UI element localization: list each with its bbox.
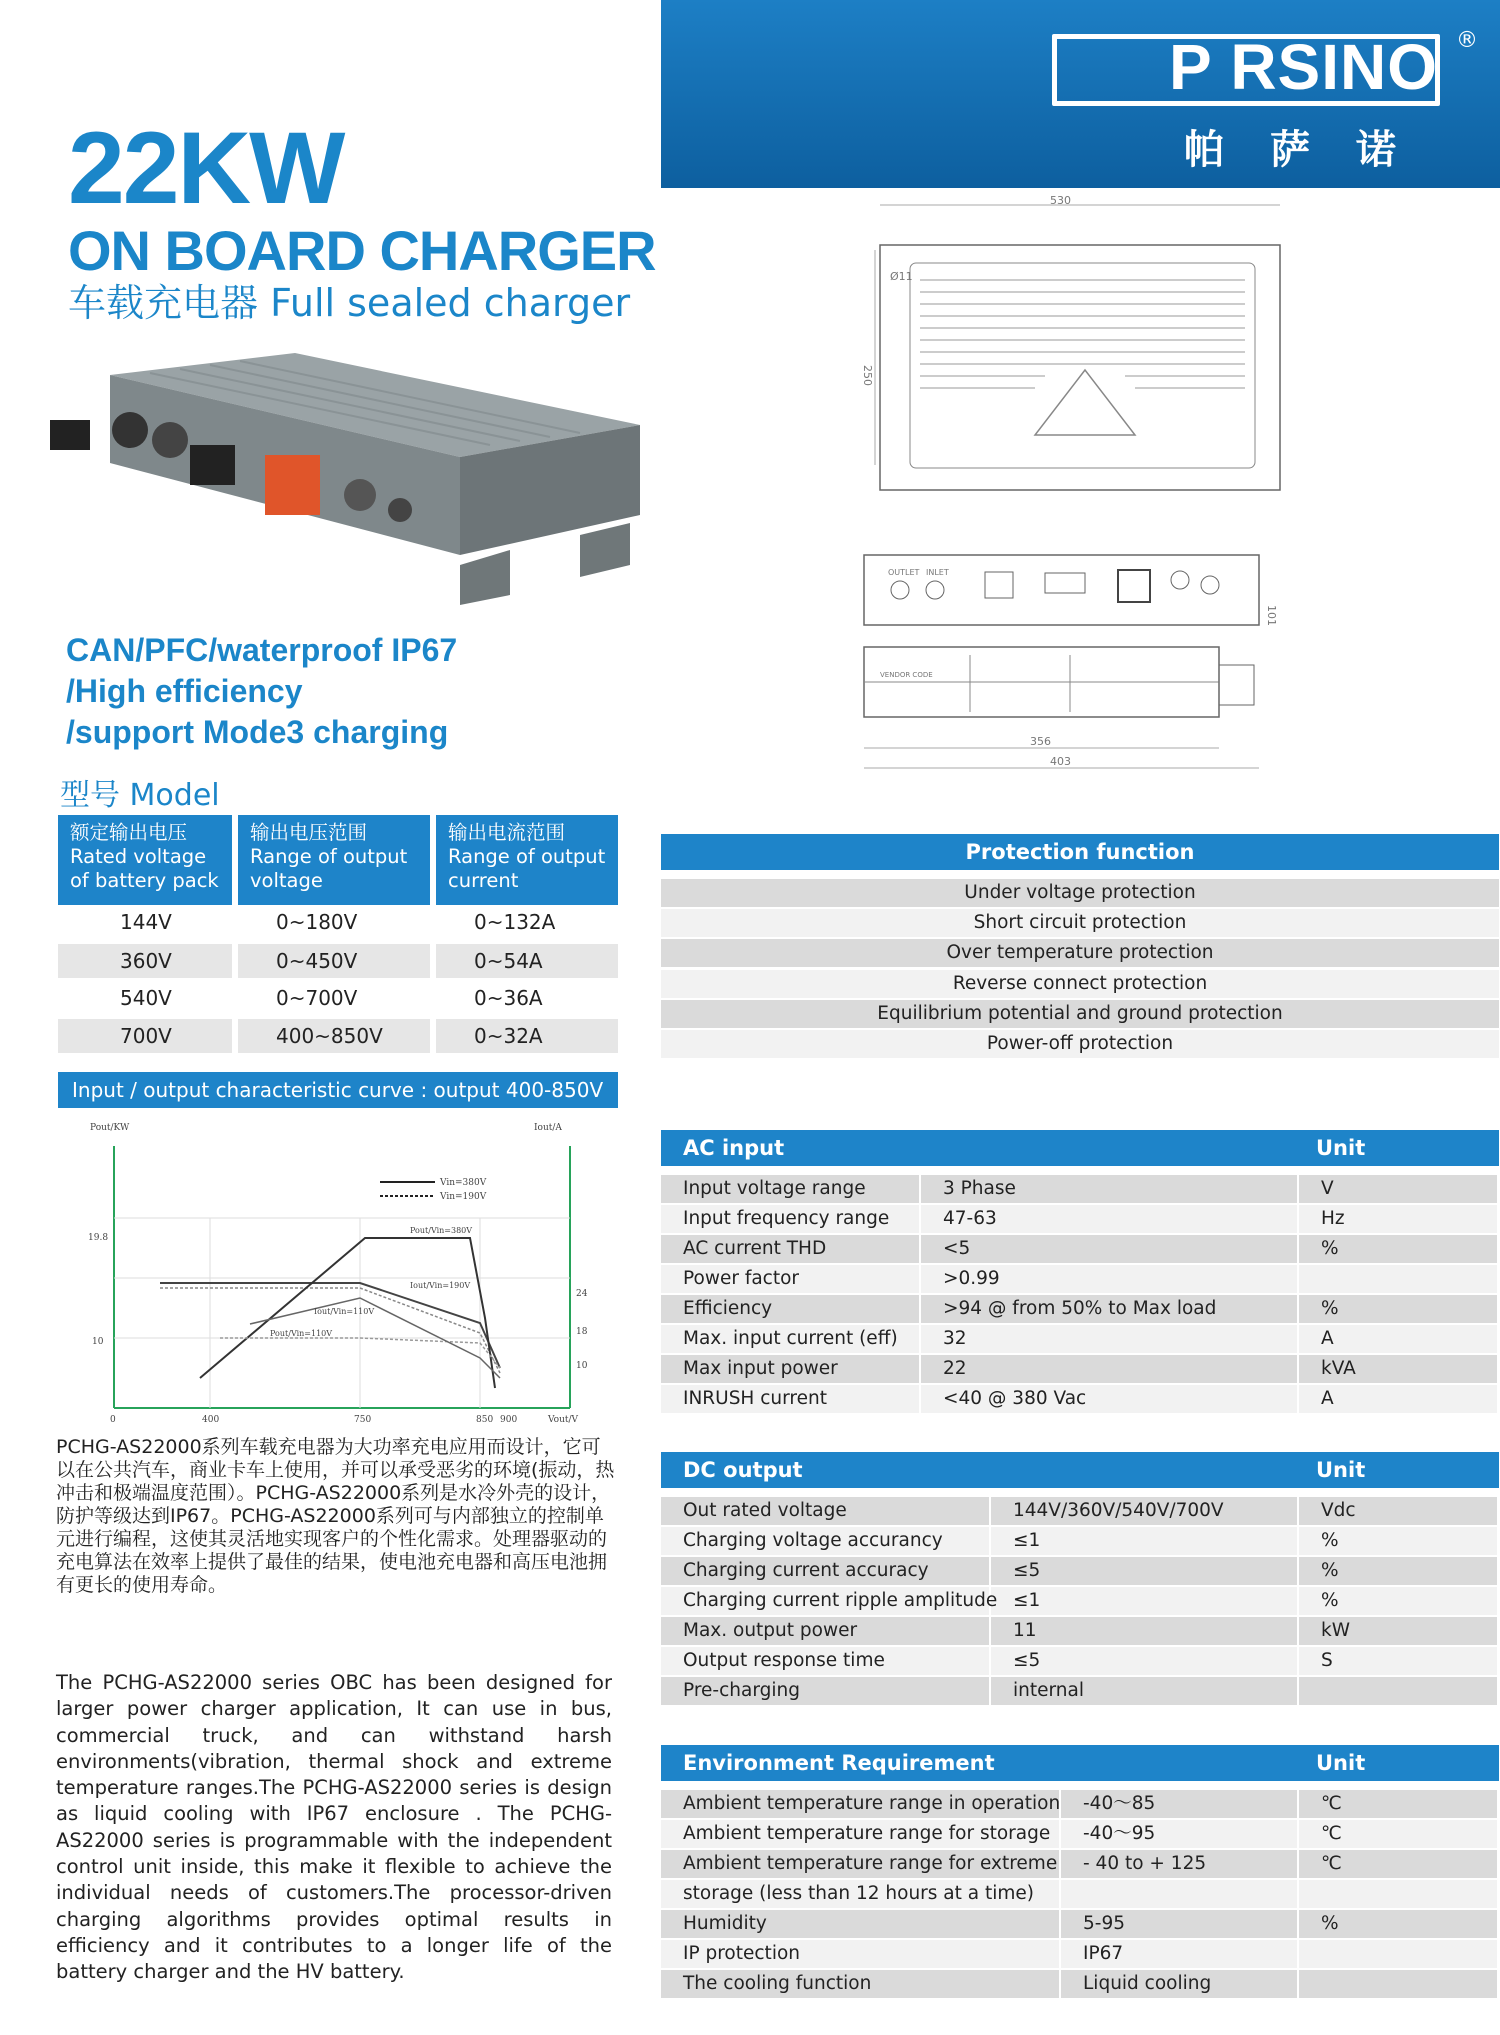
table-cell: internal: [991, 1677, 1299, 1705]
table-cell: Max. input current (eff): [661, 1325, 921, 1353]
table-row: [661, 1497, 1499, 1525]
x-tick: 0: [110, 1415, 116, 1425]
title-product: ON BOARD CHARGER: [68, 219, 656, 282]
table-row: [661, 1205, 1499, 1233]
table-cell: ℃: [1299, 1850, 1499, 1878]
table-cell: 700V: [58, 1019, 232, 1053]
dc-output-header: DC output Unit: [661, 1452, 1499, 1488]
legend-label: Vin=190V: [440, 1192, 487, 1202]
table-cell: [1299, 1265, 1499, 1293]
table-cell: kW: [1299, 1617, 1499, 1645]
table-cell: ≤5: [991, 1647, 1299, 1675]
annotation: Pout/Vin=110V: [270, 1329, 333, 1338]
table-cell: 540V: [58, 981, 232, 1015]
dim-label: VENDOR CODE: [880, 671, 933, 679]
y-tick: 10: [92, 1337, 104, 1347]
table-cell: AC current THD: [661, 1235, 921, 1263]
table-cell: Liquid cooling: [1061, 1970, 1299, 1998]
table-cell: Input voltage range: [661, 1175, 921, 1203]
table-cell: Max. output power: [661, 1617, 991, 1645]
protection-item: Under voltage protection: [661, 879, 1499, 907]
table-row: [661, 1385, 1499, 1413]
table-row: [661, 1617, 1499, 1645]
annotation: Iout/Vin=110V: [314, 1307, 375, 1316]
table-cell: Charging current ripple amplitude: [661, 1587, 991, 1615]
table-row: [661, 1175, 1499, 1203]
table-cell: 360V: [58, 944, 232, 978]
table-cell: 0~700V: [238, 981, 430, 1015]
x-label: Vout/V: [548, 1415, 579, 1425]
table-cell: 3 Phase: [921, 1175, 1299, 1203]
table-row: [661, 1325, 1499, 1353]
table-row: [661, 1677, 1499, 1705]
protection-header: Protection function: [661, 834, 1499, 870]
table-cell: %: [1299, 1557, 1499, 1585]
table-cell: Power factor: [661, 1265, 921, 1293]
registered-mark: ®: [1456, 28, 1478, 53]
model-label: 型号 Model: [60, 778, 220, 813]
x-tick: 750: [354, 1415, 372, 1425]
feature-item: /support Mode3 charging: [66, 714, 449, 750]
table-cell: Charging voltage accurancy: [661, 1527, 991, 1555]
table-row: [661, 1235, 1499, 1263]
table-cell: Vdc: [1299, 1497, 1499, 1525]
table-cell: %: [1299, 1587, 1499, 1615]
dim-label: OUTLET: [888, 568, 920, 577]
table-cell: [1299, 1880, 1499, 1908]
table-cell: A: [1299, 1325, 1499, 1353]
dim-label: 250: [861, 365, 874, 386]
y-left-label: Pout/KW: [90, 1123, 130, 1133]
table-cell: 400~850V: [238, 1019, 430, 1053]
dim-label: 101: [1265, 605, 1278, 626]
dim-label: 356: [1030, 735, 1051, 748]
model-header-voltage: 输出电压范围 Range of output voltage: [238, 815, 430, 905]
table-row: [661, 1940, 1499, 1968]
series-iout-380: [160, 1283, 500, 1368]
protection-item: Over temperature protection: [661, 939, 1499, 967]
table-cell: 32: [921, 1325, 1299, 1353]
title-power: 22KW: [68, 111, 344, 225]
protection-item: Short circuit protection: [661, 909, 1499, 937]
table-cell: ℃: [1299, 1820, 1499, 1848]
table-row: [661, 1295, 1499, 1323]
table-cell: 0~180V: [238, 905, 430, 939]
description-cn: PCHG-AS22000系列车载充电器为大功率充电应用而设计，它可以在公共汽车，商业卡车上使用，并可以承受恶劣的环境(振动，热冲击和极端温度范围）。PCHG-AS22000系列是水冷外壳的设计，防护等级达到IP67。PCHG-AS22000系列可与内部独立的控制单元进行编程，这使其灵活地实现客户的个性化需求。处理器驱动的充电算法在效率上提供了最佳的结果，使电池充电器和高压电池拥有更长的使用寿命。: [56, 1436, 615, 1596]
table-cell: storage (less than 12 hours at a time): [661, 1880, 1061, 1908]
table-cell: Ambient temperature range for storage: [661, 1820, 1061, 1848]
table-cell: Out rated voltage: [661, 1497, 991, 1525]
table-cell: Humidity: [661, 1910, 1061, 1938]
table-row: [661, 1970, 1499, 1998]
table-cell: Output response time: [661, 1647, 991, 1675]
table-cell: %: [1299, 1295, 1499, 1323]
table-cell: V: [1299, 1175, 1499, 1203]
product-image: [40, 345, 660, 605]
table-cell: <40 @ 380 Vac: [921, 1385, 1299, 1413]
y-tick: 18: [576, 1327, 588, 1337]
table-cell: INRUSH current: [661, 1385, 921, 1413]
table-row: [661, 1355, 1499, 1383]
table-cell: Ambient temperature range for extreme: [661, 1850, 1061, 1878]
table-cell: 144V: [58, 905, 232, 939]
technical-drawing: [861, 194, 1310, 780]
table-row: [661, 1265, 1499, 1293]
dim-label: 530: [1050, 194, 1071, 207]
table-cell: -40～85: [1061, 1790, 1299, 1818]
protection-item: Reverse connect protection: [661, 970, 1499, 998]
table-cell: kVA: [1299, 1355, 1499, 1383]
table-cell: Efficiency: [661, 1295, 921, 1323]
table-cell: %: [1299, 1910, 1499, 1938]
table-cell: <5: [921, 1235, 1299, 1263]
annotation: Iout/Vin=190V: [410, 1281, 471, 1290]
table-cell: %: [1299, 1527, 1499, 1555]
annotation: Pout/Vin=380V: [410, 1226, 473, 1235]
model-header-rated: 额定输出电压 Rated voltage of battery pack: [58, 815, 232, 905]
y-tick: 19.8: [88, 1233, 109, 1243]
table-cell: Hz: [1299, 1205, 1499, 1233]
dim-label: INLET: [926, 568, 949, 577]
table-row: [661, 1850, 1499, 1878]
protection-item: Equilibrium potential and ground protection: [661, 1000, 1499, 1028]
table-cell: [1299, 1940, 1499, 1968]
brand-logo-cn: 帕萨诺: [1184, 127, 1442, 173]
table-cell: 22: [921, 1355, 1299, 1383]
environment-header: Environment Requirement Unit: [661, 1745, 1499, 1781]
feature-list: [66, 630, 457, 753]
x-tick: 900: [500, 1415, 518, 1425]
protection-item: Power-off protection: [661, 1030, 1499, 1058]
characteristic-chart: [60, 1118, 600, 1428]
table-cell: A: [1299, 1385, 1499, 1413]
table-cell: 11: [991, 1617, 1299, 1645]
curve-header: Input / output characteristic curve : output 400-850V: [58, 1072, 618, 1108]
table-cell: 0~132A: [436, 905, 618, 939]
table-cell: IP67: [1061, 1940, 1299, 1968]
drawing-top-view: [880, 245, 1280, 490]
table-cell: Input frequency range: [661, 1205, 921, 1233]
table-cell: ≤1: [991, 1587, 1299, 1615]
table-cell: [1061, 1880, 1299, 1908]
y-tick: 24: [576, 1289, 588, 1299]
table-cell: 0~32A: [436, 1019, 618, 1053]
table-cell: ℃: [1299, 1790, 1499, 1818]
table-cell: -40～95: [1061, 1820, 1299, 1848]
table-cell: Pre-charging: [661, 1677, 991, 1705]
table-cell: ≤5: [991, 1557, 1299, 1585]
table-row: [661, 1820, 1499, 1848]
dim-label: 403: [1050, 755, 1071, 768]
table-cell: 0~450V: [238, 944, 430, 978]
table-row: [661, 1790, 1499, 1818]
table-cell: S: [1299, 1647, 1499, 1675]
table-cell: >94 @ from 50% to Max load: [921, 1295, 1299, 1323]
table-row: [661, 1910, 1499, 1938]
table-row: [661, 1527, 1499, 1555]
table-cell: ≤1: [991, 1527, 1299, 1555]
table-row: [661, 1647, 1499, 1675]
table-row: [661, 1880, 1499, 1908]
table-cell: The cooling function: [661, 1970, 1061, 1998]
table-cell: 0~36A: [436, 981, 618, 1015]
table-cell: >0.99: [921, 1265, 1299, 1293]
model-header-current: 输出电流范围 Range of output current: [436, 815, 618, 905]
feature-item: CAN/PFC/waterproof IP67: [66, 632, 458, 668]
legend-label: Vin=380V: [440, 1178, 487, 1188]
table-cell: 0~54A: [436, 944, 618, 978]
table-cell: [1299, 1970, 1499, 1998]
x-tick: 850: [476, 1415, 494, 1425]
dim-label: Ø11: [890, 270, 913, 283]
table-row: [661, 1587, 1499, 1615]
table-cell: IP protection: [661, 1940, 1061, 1968]
table-cell: Max input power: [661, 1355, 921, 1383]
table-cell: [1299, 1677, 1499, 1705]
table-cell: 47-63: [921, 1205, 1299, 1233]
table-cell: 5-95: [1061, 1910, 1299, 1938]
table-cell: - 40 to + 125: [1061, 1850, 1299, 1878]
ac-input-header: AC input Unit: [661, 1130, 1499, 1166]
brand-logo: P RSINO: [1169, 31, 1438, 103]
y-tick: 10: [576, 1361, 588, 1371]
x-tick: 400: [202, 1415, 220, 1425]
drawing-front-view: [864, 555, 1259, 625]
table-cell: Ambient temperature range in operation: [661, 1790, 1061, 1818]
feature-item: /High efficiency: [66, 673, 303, 709]
y-right-label: Iout/A: [534, 1123, 562, 1133]
table-row: [661, 1557, 1499, 1585]
description-en: The PCHG-AS22000 series OBC has been designed for larger power charger application, It can use in bus, commercial truck, and can withstand harsh environments(vibration, thermal shock and extreme temperature ranges.The PCHG-AS22000 series is design as liquid cooling with IP67 enclosure . The PCHG-AS22000 series is programmable with the independent control unit inside, this make it flexible to achieve the individual needs of customers.The processor-driven charging algorithms provides optimal results in efficiency and it contributes to a longer life of the battery charger and the HV battery.: [56, 1671, 612, 1984]
title-subtitle: 车载充电器 Full sealed charger: [68, 281, 631, 325]
table-cell: 144V/360V/540V/700V: [991, 1497, 1299, 1525]
table-cell: Charging current accuracy: [661, 1557, 991, 1585]
table-cell: %: [1299, 1235, 1499, 1263]
